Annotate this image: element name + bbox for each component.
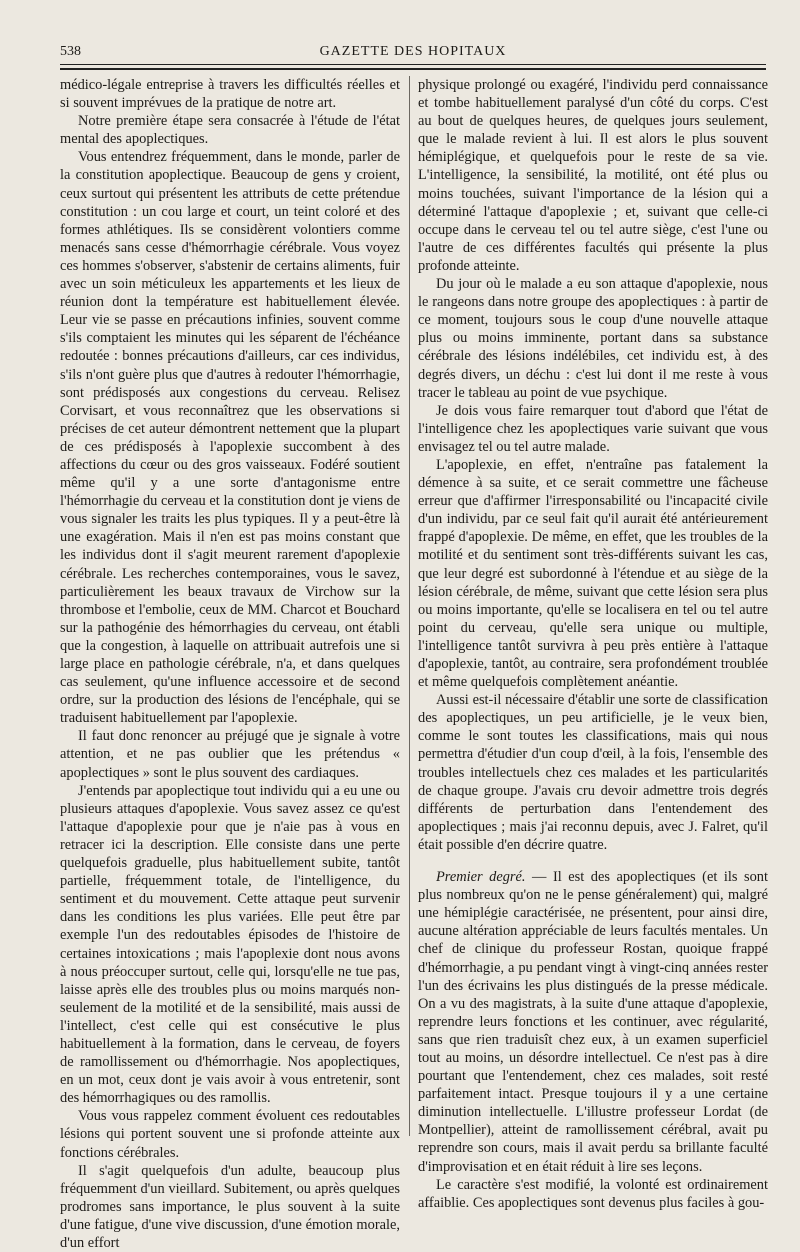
paragraph-text: Vous entendrez fréquemment, dans le monde, parler de la constitution apoplectique. Beaucoup de gens y croient, ceux surtout qui présentent les attributs de cette prétendue constitution : un cou large et court, un teint coloré et des formes athlétiques. Ils se considèrent volontiers comme menacés sans cesse d'hémorrhagie cérébrale. Vous voyez ces hommes s'observer, s'abstenir de certains aliments, fuir avec un soin méticuleux les appartements et les lieux de réunion dont la température est habituellement élevée. Leur vie se passe en précautions infinies, souvent comme s'ils comptaient les minutes qui les séparent de l'échéance redoutée : bonnes précautions d'ailleurs, car ces individus, s'ils n'ont guère plus que d'autres à redouter l'hémorrhagie, sont prédisposés aux congestions du cerveau. Relisez Corvisart, et vous reconnaîtrez que les observations si précises de cet auteur démontrent nettement que la plupart de ces prédisposés à l'apoplexie succombent à des affections du cœur ou des gros vaisseaux. Fodéré soutient même qu'il y a une sorte d'antagonisme entre l'hémorrhagie du cerveau et la constitution dont je viens de vous signaler les traits les plus typiques. Il y a peut-être là une exagération. Mais il n'en est pas moins constant que les individus dont il s'agit meurent rarement d'apoplexie cérébrale. Les recherches contemporaines, vous le savez, particulièrement les beaux travaux de Virchow sur la thrombose et l'embolie, ceux de MM. Charcot et Bouchard sur la pathogénie des hémorrhagies du cerveau, ont établi que la congestion, à laquelle on attribuait autrefois une si large place en pathologie cérébrale, n'a, et dans quelques cas seulement, qu'une influence accessoire et de second ordre, sur la production des lésions de l'encéphale, qui se traduisent habituellement par l'apoplexie. [60,149,400,727]
paragraph-text: médico-légale entreprise à travers les difficultés réelles et si souvent imprévues de la pratique de notre art. [60,77,400,112]
left-column-paragraph [60,76,400,112]
left-column-paragraph [60,727,400,781]
left-column-paragraph [60,782,400,1108]
page-number: 538 [60,44,81,59]
paragraph-text: Le caractère s'est modifié, la volonté est ordinairement affaiblie. Ces apoplectiques sont devenus plus faciles à gou- [418,1176,768,1211]
paragraph-text: physique prolongé ou exagéré, l'individu perd connaissance et tombe habituellement paralysé d'un côté du corps. C'est au bout de quelques heures, de quelques jours seulement, que le malade revient à lui. Il est alors le plus souvent hémiplégique, et quelquefois pour le reste de sa vie. L'intelligence, la sensibilité, la motilité, ont été plus ou moins touchées, suivant l'importance de la lésion qui a déterminé l'attaque d'apoplexie ; et, suivant que celle-ci occupe dans le cerveau tel ou tel autre siège, c'est l'une ou l'autre de ces différentes facultés qui présente la plus profonde atteinte. [418,77,768,274]
page-header [60,44,766,66]
right-column-paragraph [418,275,768,402]
left-column-paragraph [60,1162,400,1252]
paragraph-text: Il faut donc renoncer au préjugé que je signale à votre attention, et ne pas oublier que les prétendus « apoplectiques » sont le plus souvent des cardiaques. [60,728,400,781]
left-column-paragraph [60,148,400,727]
paragraph-text: — Il est des apoplectiques (et ils sont plus nombreux qu'on ne le pense généralement) qui, malgré une hémiplégie caractérisée, ne présentent, pour ainsi dire, aucune altération appréciable de leurs facultés mentales. Un chef de clinique du professeur Rostan, quoique frappé d'hémorrhagie, a pu pendant vingt à vingt-cinq années rester l'un des écrivains les plus distingués de la presse médicale. On a vu des magistrats, à la suite d'une attaque d'apoplexie, reprendre leurs fonctions et les continuer, avec régularité, sans que rien traduisît chez eux, à un examen superficiel tout au moins, un désordre intellectuel. Ce n'est pas à dire pourtant que l'entendement, chez ces malades, soit resté parfaitement intact. Presque toujours il y a une certaine diminution intellectuelle. L'illustre professeur Lordat (de Montpellier), atteint de ramollissement cérébral, avait pu reprendre son cours, mais il avait perdu sa brillante faculté d'improvisation et en était réduit à lire ses leçons. [418,869,768,1175]
header-rule-thick [60,68,766,70]
right-column-paragraph [418,691,768,854]
paragraph-text: J'entends par apoplectique tout individu qui a eu une ou plusieurs attaques d'apoplexie. Vous savez assez ce qu'est l'attaque d'apoplexie pour que je n'aie pas à vous en retracer ici la description. Elle consiste dans une perte quelquefois graduelle, plus habituellement subite, tantôt partielle, fréquemment totale, de l'intelligence, du sentiment et du mouvement. Cette attaque peut survenir dans les conditions les plus variées. Elle peut être par exemple l'un des redoutables épisodes de l'histoire de certaines intoxications ; mais l'apoplexie dont nous avons à nous préoccuper surtout, celle qui, lorsqu'elle ne tue pas, laisse après elle des troubles plus ou moins marqués non-seulement de la motilité et de la sensibilité, mais aussi de l'intellect, c'est celle qui est consécutive le plus habituellement à la formation, dans le cerveau, de foyers de ramollissement ou d'hémorrhagie. Nos apoplectiques, en un mot, ceux dont je vais avoir à vous entretenir, sont des hémorrhagiques ou des ramollis. [60,782,400,1107]
left-column [60,76,400,1251]
right-column-paragraph [418,1176,768,1212]
header-rule [60,64,766,65]
right-column [418,76,768,1211]
paragraph-text: Du jour où le malade a eu son attaque d'apoplexie, nous le rangeons dans notre groupe des apoplectiques : à partir de ce moment, toujours sous le coup d'une nouvelle attaque plus ou moins imminente, portant dans sa substance cérébrale des lésions indélébiles, cet individu est, à des degrés divers, un déchu : c'est lui dont il me reste à vous tracer le tableau au point de vue psychique. [418,276,768,401]
paragraph-text: Il s'agit quelquefois d'un adulte, beaucoup plus fréquemment d'un vieillard. Subitement, ou après quelques prodromes sans importance, le plus souvent à la suite d'une fatigue, d'une vive discussion, d'une émotion morale, d'un effort [60,1162,400,1251]
paragraph-text: Notre première étape sera consacrée à l'étude de l'état mental des apoplectiques. [60,113,400,148]
right-column-paragraph [418,402,768,456]
right-column-paragraph [418,868,768,1176]
column-divider [409,76,410,1136]
paragraph-text: Vous vous rappelez comment évoluent ces redoutables lésions qui portent souvent une si profonde atteinte aux fonctions cérébrales. [60,1108,400,1161]
journal-title: GAZETTE DES HOPITAUX [319,44,507,59]
left-column-paragraph [60,1107,400,1161]
paragraph-text: Je dois vous faire remarquer tout d'abord que l'état de l'intelligence chez les apoplectiques varie suivant que vous envisagez tel ou tel autre malade. [418,402,768,455]
right-column-paragraph [418,76,768,275]
section-heading: Premier degré. [436,869,526,886]
paragraph-text: Aussi est-il nécessaire d'établir une sorte de classification des apoplectiques, un peu artificielle, je le veux bien, comme le sont toutes les classifications, mais qui nous permettra d'étudier d'un coup d'œil, à la fois, l'ensemble des troubles intellectuels chez ces malades et les particularités de chaque groupe. J'avais cru devoir admettre trois degrés différents de perturbation dans l'entendement des apoplectiques ; mais j'ai reconnu depuis, avec J. Falret, qu'il était possible d'en décrire quatre. [418,692,768,853]
left-column-paragraph [60,112,400,148]
right-column-paragraph [418,456,768,691]
paragraph-text: L'apoplexie, en effet, n'entraîne pas fatalement la démence à sa suite, et ce serait commettre une fâcheuse erreur que d'affirmer l'irresponsabilité ou l'incapacité civile d'un individu, par ce seul fait qu'il aurait été antérieurement frappé d'apoplexie. De même, en effet, que les troubles de la motilité et du sentiment sont très-différents suivant les cas, que leur degré est subordonné à l'étendue et au siège de la lésion cérébrale, de même, suivant que cette lésion sera plus ou moins importante, qu'elle se localisera en tel ou tel autre point du cerveau, qu'elle sera unique ou multiple, l'intelligence tantôt survivra à peu près entière à l'attaque d'apoplexie, tantôt, au contraire, sera profondément troublée et même quelquefois complètement anéantie. [418,456,768,691]
